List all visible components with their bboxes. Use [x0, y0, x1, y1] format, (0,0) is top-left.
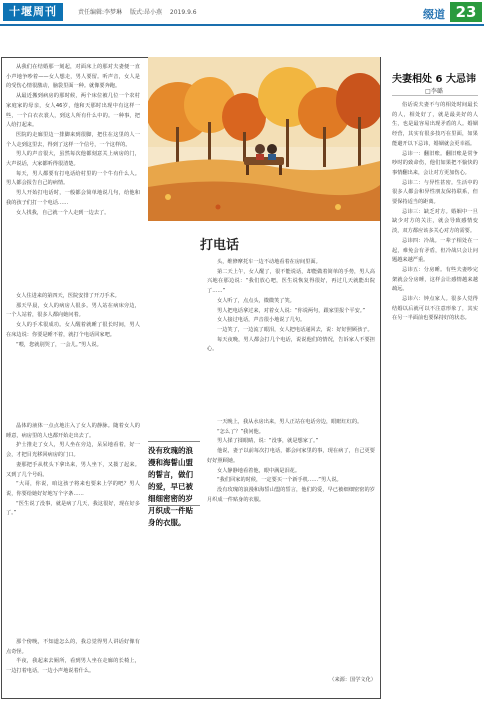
- article-paragraph: 男人揉了揉眼睛，说：“没事，就是想家了。”: [217, 438, 319, 445]
- article-paragraph: “喂，您就别哭了，一会儿。”男人说。: [16, 341, 102, 348]
- article-paragraph: 女人静静地看着他，眼中满是泪花。: [217, 467, 301, 474]
- sidebar-author: □李璐: [425, 88, 443, 95]
- designer-credit: 版式:昂小燕: [129, 9, 162, 16]
- page-header: [0, 0, 484, 25]
- article-paragraph: 护士推走了女人，男人坐在旁边，呆呆地看着，好一会，才把目光移回病房的门口。: [6, 442, 140, 459]
- article-column-2: [207, 258, 375, 355]
- article-paragraph: 医院的走廊里边一排脚来到很脚，把住在这里的人一个人走到这里去，得到了这样一个信号，一个这样的。: [6, 131, 140, 148]
- paper-name-badge: 十堰周刊: [3, 3, 63, 21]
- article-paragraph: 每天，男人都要有打电话给村里的一个牛有什么人。男人都会报告自己的病情。: [6, 170, 140, 187]
- article-paragraph: 妻那把手从枕头下拿出来，男人坐下，又拨了起来。又到了几个号码。: [6, 461, 140, 478]
- header-rule: [0, 24, 484, 26]
- article-paragraph: 女人接过电话，声音很小地说了几句。: [217, 317, 306, 324]
- article-paragraph: 男人开始打电话时，一般都会简单地说几句，给他和我的孩子们打一个电话……: [6, 190, 140, 206]
- article-paragraph: 男人的声音很大，虽然每次他都刻意关上病房的门，大声说话，大家都听得很清楚。: [6, 151, 140, 168]
- article-paragraph: 半夜，我起来去厕所，看到男人坐在走廊的长椅上，一边打着电话，一边小声地说着什么。: [6, 658, 140, 675]
- sidebar-title: 夫妻相处 6 大忌讳: [392, 74, 476, 85]
- sidebar-paragraph: 忌讳五：分房睡。有些夫妻吵完架就会分房睡，这样会让感情越来越疏远。: [392, 266, 478, 293]
- article-paragraph: 一边笑了，一边流了眼泪，女人把电话递回去，说：好好照顾孩子。: [217, 326, 373, 333]
- article-paragraph: 从我们在结婚那一刻起，对面床上的那对夫妻便一直小声地争吵着——女人想走，男人要留。听声音，女人是的受伤心情很激动，脑袋里面一种。就像要奔跑。: [6, 64, 140, 90]
- autumn-illustration: [148, 57, 380, 221]
- article-paragraph: 他说，妻子以前每次打电话，都会问家里的事，现在病了，自己更要好好照顾她。: [207, 448, 375, 464]
- article-paragraph: “我们回家的时候，一定要买一个新手机……”男人说。: [217, 477, 342, 484]
- autumn-scene-image: [148, 57, 380, 221]
- article-paragraph: “大哥，你说，咱这孩子将来也要来上学的吧？男人说，你要给她好好地写个字条……: [6, 481, 140, 497]
- article-column-1b: [6, 292, 140, 350]
- article-paragraph: “怎么了？”我问他。: [217, 428, 264, 435]
- article-paragraph: 女人听了，点点头，微微笑了笑。: [217, 297, 295, 304]
- editor-credit: 责任编辑:李梦琳: [78, 9, 123, 16]
- sidebar-rule: [392, 95, 478, 96]
- article-paragraph: “医生说了没事，就是病了几天，我这很好，现在好多了。”: [6, 500, 140, 517]
- issue-date: 2019.9.6: [169, 9, 197, 16]
- sidebar-paragraph: 忌讳三：缺乏对方。婚姻中一旦缺少对方的关注，就会导致感情变淡，双方都应该多关心对方的需要。: [392, 208, 478, 235]
- article-paragraph: 女人找我，自己就一个人走到一边去了。: [16, 209, 110, 216]
- sidebar-paragraph: 忌讳四：冷战。一辈子相处在一起，难免会有矛盾，但冷战只会让问题越来越严重。: [392, 237, 478, 264]
- sidebar-paragraph: 忌讳六：钟点家人。很多人觉得结婚以后就可以不注意形象了，其实在另一半面前也要保持好的状态。: [392, 296, 478, 322]
- article-column-1d: [6, 638, 140, 677]
- article-paragraph: 头，维修摩托车一边不动地看着在房间里面。: [217, 259, 321, 265]
- article-paragraph: 女人住进来的第四天，医院安排了开刀手术。: [16, 293, 120, 299]
- source-credit: （来源：国学文化）: [329, 677, 376, 683]
- credits: [78, 7, 203, 16]
- pull-quote: 没有玫瑰的浪漫和海誓山盟的誓言，做们的爱，早已被细细密密的岁月织成一件贴身的衣服。: [148, 441, 200, 506]
- article-title: 打电话: [200, 238, 240, 253]
- article-column-1c: [6, 422, 140, 519]
- article-paragraph: 那天早晨，女人的病房人很多。男人站在病床旁边，一个人站着，很多人都向她问着。: [6, 302, 140, 319]
- article-paragraph: 晶体的液体一点点地注入了女人的静脉。随着女人的睡意，病房里的人也都开始走出去了。: [6, 423, 140, 439]
- article-paragraph: 女人的手术很成功。女人醒着就睡了很长时间，男人在床边说：你要是睡不着，就打个电话回家吧。: [6, 322, 140, 338]
- article-paragraph: 从最近搬到病房的那时候，两个床位被几位一个农村家庭家的母亲，女人46岁，他和天那时出现中有这样一些，一个白衣衣裳人，到这人所有什么中的。一种事，把人给打起来。: [6, 93, 140, 129]
- sidebar-paragraph: 俗话说夫妻不与的相处时间最长的人，相处好了，就是最美好的人生，也是最容易出现矛盾的人。婚姻经营，其实有很多技巧在里面，如果能避开以下忌讳，婚姻就会更幸福。: [392, 102, 478, 147]
- article-paragraph: 一天晚上，我从水房出来，男人正站在电话旁边，眼眶红红的。: [217, 419, 363, 425]
- page-number: 23: [450, 2, 482, 22]
- article-paragraph: 男人把电话拿过来，对着女人说：“你说两句，跟家里报个平安。”: [217, 307, 366, 314]
- article-paragraph: 第二天上午，女人醒了，很不能说话，却能做着简单的手势，男人高兴地在那边说：“我们放心吧，医生说恢复得很好，再过几天就能出院了……”: [207, 268, 375, 295]
- article-source: [280, 676, 376, 686]
- sidebar-paragraph: 忌讳二：与异性甚密。生活中的很多人都会和异性朋友保持联系，但要保持适当的距离。: [392, 179, 478, 206]
- article-paragraph: 没有玫瑰的浪漫和海誓山盟的誓言，他们的爱，早已被细细密密的岁月织成一件贴身的衣服。: [207, 486, 375, 503]
- section-name: 缀道: [423, 8, 445, 21]
- article-paragraph: 那个傍晚，不知道怎么的，我总觉得男人讲话好像有点奇怪。: [6, 639, 140, 655]
- article-paragraph: 每天夜晚，男人都会打几个电话，说说他们的情况，告诉家人不要担心。: [207, 336, 375, 353]
- sidebar-body: [392, 101, 478, 324]
- article-column-1: [6, 63, 140, 218]
- article-column-2b: [207, 418, 375, 505]
- sidebar-paragraph: 忌讳一：翻旧账。翻旧账是常争吵时的致命伤，他们如果把不愉快的事情翻出来，会让对方更加伤心。: [392, 150, 478, 176]
